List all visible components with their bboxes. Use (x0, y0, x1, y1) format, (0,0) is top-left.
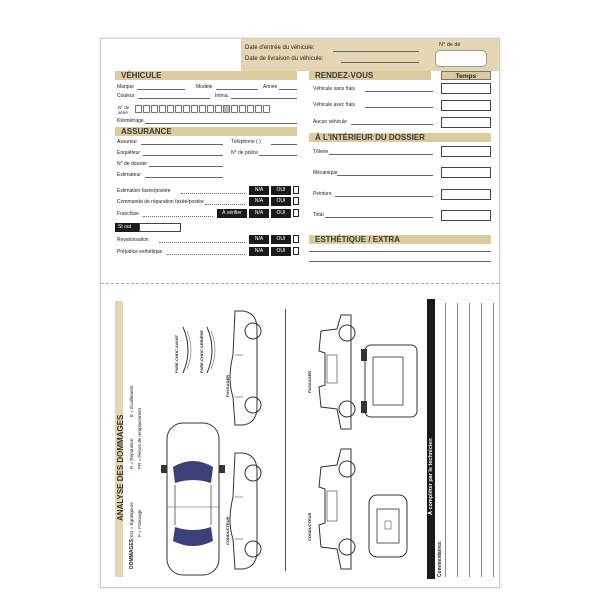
na-option[interactable]: N/A (249, 186, 269, 195)
delivery-date-label: Date de livraison du véhicule: (245, 56, 324, 62)
appointment-field[interactable] (365, 91, 433, 92)
car-top-view-diagram (157, 419, 229, 579)
time-box[interactable] (441, 83, 491, 94)
dotted-line (205, 204, 245, 205)
claim-row-label: Revalorisation (117, 237, 149, 243)
na-option[interactable]: N/A (249, 247, 269, 256)
time-box[interactable] (441, 117, 491, 128)
na-option[interactable]: N/A (249, 209, 269, 218)
damage-section-title: ANALYSE DES DOMMAGES (116, 414, 125, 521)
truck-rear-view-diagram (359, 341, 423, 421)
contents-box[interactable] (441, 189, 491, 200)
model-label: Modèle (196, 84, 213, 90)
make-field[interactable] (137, 89, 185, 90)
contents-field[interactable] (329, 154, 433, 155)
contents-label: Peinture (313, 191, 332, 197)
appointment-section-title: RENDEZ-VOUS (309, 71, 431, 80)
contents-field[interactable] (337, 175, 433, 176)
truck-driver-label: CONDUCTEUR (307, 512, 312, 541)
appointment-label: Aucun véhicule (313, 119, 347, 125)
yes-option[interactable]: OUI (271, 197, 291, 206)
mileage-field[interactable] (145, 123, 297, 124)
color-field[interactable] (138, 98, 210, 99)
serial-label: N° de série (118, 105, 130, 115)
stout-field[interactable] (139, 223, 181, 232)
claim-number-field[interactable] (149, 166, 223, 167)
truck-driver-side-diagram (311, 447, 359, 571)
claim-row-label: Estimation faxée/postée (117, 188, 171, 194)
contents-label: Tôlerie (313, 149, 329, 155)
claim-row-label: Franchise (117, 211, 139, 217)
yes-option[interactable]: OUI (271, 186, 291, 195)
policy-label: N° de police (231, 150, 259, 156)
yes-checkbox[interactable] (293, 235, 299, 243)
contents-label: Mécanique (313, 170, 338, 176)
claim-row-label: Commande de réparation faxée/postée (117, 199, 204, 205)
file-number-label: N° de dé (439, 42, 461, 48)
yes-checkbox[interactable] (293, 197, 299, 205)
legend-item: EG = Égratignure (129, 502, 134, 537)
adjuster-field[interactable] (143, 155, 223, 156)
legend-item: E = Écaillement (129, 385, 134, 417)
entry-date-field[interactable] (333, 51, 419, 52)
na-option[interactable]: N/A (249, 235, 269, 244)
aesthetic-section-title: ESTHÉTIQUE / EXTRA (309, 235, 491, 244)
plate-field[interactable] (231, 98, 297, 99)
year-field[interactable] (279, 89, 297, 90)
file-number-field[interactable] (435, 50, 487, 67)
legend-item: P = Polissage (137, 509, 142, 537)
appraiser-label: Estimateur (117, 172, 141, 178)
dotted-line (159, 242, 245, 243)
rear-bumper-diagram (203, 325, 221, 375)
claim-row-label: Préjudice esthétique (117, 249, 163, 255)
appointment-label: Véhicule avec frais (313, 102, 355, 108)
truck-front-view-diagram (363, 491, 413, 561)
perforation-line (101, 283, 499, 284)
repair-order-form (100, 38, 500, 588)
plate-label: Imma. (215, 93, 229, 99)
front-bumper-label: PARE-CHOC AVANT (174, 334, 179, 373)
truck-passenger-label: PASSAGER (307, 370, 312, 393)
aesthetic-field[interactable] (309, 251, 491, 252)
insurer-label: Assureur (117, 139, 138, 145)
dotted-line (167, 254, 245, 255)
legend-item: PR = Pièces de remplacement (137, 408, 142, 469)
aesthetic-field[interactable] (309, 261, 491, 262)
yes-checkbox[interactable] (293, 186, 299, 194)
insurance-section-title: ASSURANCE (115, 127, 297, 136)
file-contents-section-title: À L'INTÉRIEUR DU DOSSIER (309, 133, 491, 142)
comments-label: Commentaires: (437, 540, 443, 577)
diagram-divider (285, 309, 286, 571)
legend-item: R = Réparation (129, 438, 134, 469)
phone-label: Téléphone ( ) (231, 139, 261, 145)
entry-date-label: Date d'entrée du véhicule: (245, 45, 315, 51)
yes-option[interactable]: OUI (271, 209, 291, 218)
appointment-field[interactable] (351, 124, 433, 125)
delivery-date-field[interactable] (341, 62, 419, 63)
serial-number-boxes[interactable] (135, 105, 271, 113)
mileage-label: Kilométrage (117, 118, 144, 124)
technician-label: À compléter par le technicien (428, 438, 434, 515)
contents-field[interactable] (325, 217, 433, 218)
contents-box[interactable] (441, 210, 491, 221)
insurer-field[interactable] (141, 144, 223, 145)
front-bumper-diagram (179, 325, 197, 375)
time-box[interactable] (441, 100, 491, 111)
car-passenger-side-diagram (223, 309, 263, 427)
verify-option[interactable]: À vérifier (217, 209, 247, 218)
rear-bumper-label: PARE-CHOC ARRIÈRE (199, 330, 204, 373)
contents-label: Total (313, 212, 324, 218)
color-label: Couleur (117, 93, 135, 99)
contents-box[interactable] (441, 146, 491, 157)
adjuster-label: Enquêteur (117, 150, 141, 156)
year-label: Année (263, 84, 278, 90)
policy-field[interactable] (259, 155, 297, 156)
legend-title: DOMMAGES: (129, 537, 135, 569)
model-field[interactable] (216, 89, 258, 90)
yes-checkbox[interactable] (293, 247, 299, 255)
car-driver-side-diagram (223, 451, 263, 571)
contents-box[interactable] (441, 167, 491, 178)
dotted-line (143, 216, 213, 217)
make-label: Marque (117, 84, 134, 90)
vehicle-section-title: VÉHICULE (115, 71, 297, 80)
yes-checkbox[interactable] (293, 209, 299, 217)
stout-label: St out (115, 223, 139, 232)
truck-passenger-side-diagram (311, 313, 359, 431)
appraiser-field[interactable] (145, 177, 223, 178)
claim-number-label: N° de dossier (117, 161, 148, 167)
yes-option[interactable]: OUI (271, 235, 291, 244)
na-option[interactable]: N/A (249, 197, 269, 206)
comments-area[interactable] (445, 303, 493, 577)
appointment-field[interactable] (365, 107, 433, 108)
car-passenger-label: PASSAGER (225, 374, 230, 397)
phone-field[interactable] (271, 144, 297, 145)
appointment-label: Véhicule sans frais (313, 86, 355, 92)
time-header: Temps (441, 71, 491, 80)
car-driver-label: CONDUCTEUR (225, 516, 230, 545)
contents-field[interactable] (335, 196, 433, 197)
yes-option[interactable]: OUI (271, 247, 291, 256)
dotted-line (181, 193, 245, 194)
